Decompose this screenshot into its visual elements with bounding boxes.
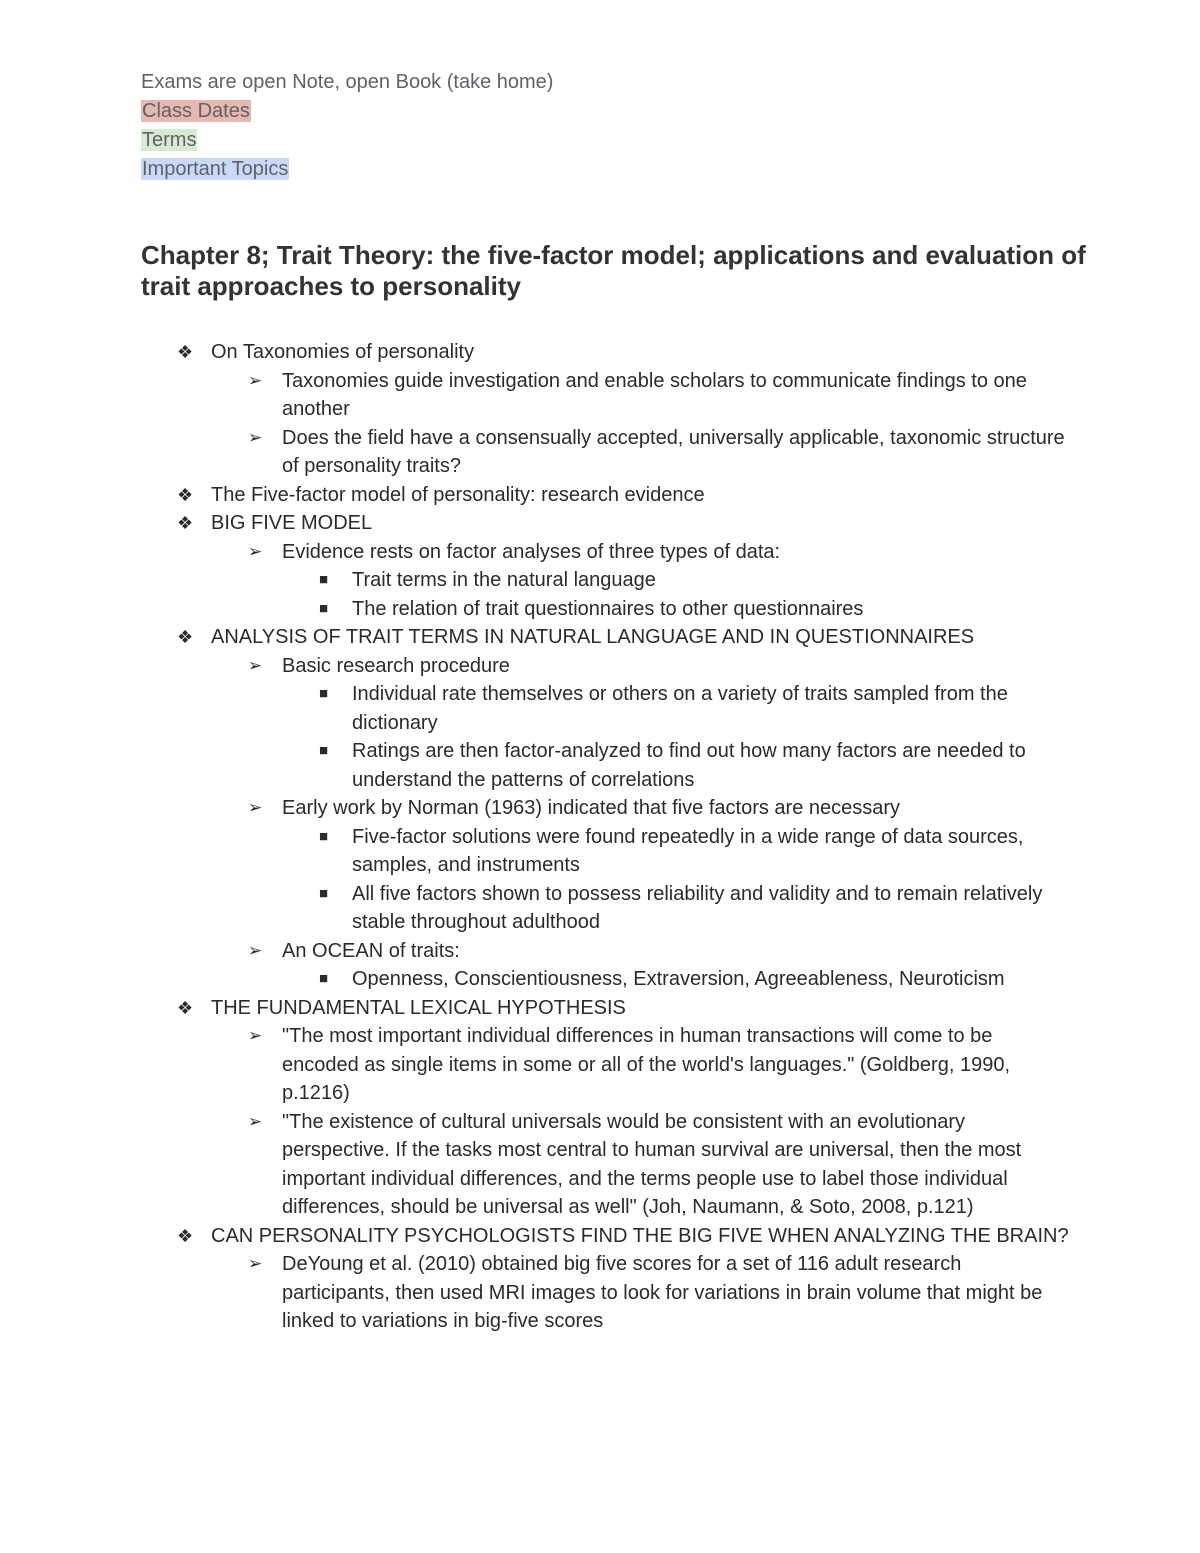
- bullet-icon: ❖: [177, 484, 194, 505]
- outline-item-level-2: [248, 937, 1072, 966]
- outline-item-level-2: [248, 538, 1072, 567]
- bullet-icon: ❖: [177, 627, 194, 647]
- outline-item-text: BIG FIVE MODEL: [211, 512, 373, 534]
- bullet-icon: ➢: [248, 798, 263, 817]
- bullet-icon: ➢: [248, 1026, 263, 1045]
- bullet-icon: ■: [319, 884, 329, 902]
- outline-item-text: THE FUNDAMENTAL LEXICAL HYPOTHESIS: [211, 996, 626, 1019]
- outline-item-text: Ratings are then factor-analyzed to find out how many factors are needed to understand the patterns of correlations: [352, 740, 1026, 791]
- outline-item-text: All five factors shown to possess reliability and validity and to remain relatively stable throughout adulthood: [352, 882, 1043, 933]
- outline-item-level-3: [319, 680, 1072, 737]
- outline-item-text: On Taxonomies of personality: [211, 341, 475, 363]
- outline-item-text: Individual rate themselves or others on a variety of traits sampled from the dictionary: [352, 683, 1008, 734]
- outline-item-level-3: [319, 965, 1072, 994]
- outline-item-text: Evidence rests on factor analyses of three types of data:: [282, 540, 781, 563]
- outline-item-level-1: [177, 481, 1071, 510]
- outline-item-text: Does the field have a consensually accepted, universally applicable, taxonomic structure of personality traits?: [282, 426, 1065, 477]
- outline-item-level-3: [319, 823, 1072, 880]
- outline-item-text: Early work by Norman (1963) indicated that five factors are necessary: [282, 797, 901, 819]
- outline-item-text: An OCEAN of traits:: [282, 939, 460, 962]
- outline-item-text: The relation of trait questionnaires to other questionnaires: [352, 597, 864, 620]
- notes-header: [141, 68, 553, 184]
- outline-item-level-3: [319, 566, 1072, 595]
- outline-item-text: Openness, Conscientiousness, Extraversion, Agreeableness, Neuroticism: [352, 968, 1005, 990]
- bullet-icon: ➢: [248, 655, 263, 675]
- outline-item-level-1: [177, 1222, 1071, 1251]
- bullet-icon: ❖: [177, 342, 194, 362]
- outline-item-text: Trait terms in the natural language: [352, 569, 656, 591]
- outline-item-text: DeYoung et al. (2010) obtained big five scores for a set of 116 adult research participants, then used MRI images to look for variations in brain volume that might be linked to variations in big-five scores: [282, 1253, 1043, 1332]
- outline-item-level-2: [248, 1022, 1072, 1108]
- outline-item-level-1: [177, 509, 1071, 538]
- outline-item-text: Taxonomies guide investigation and enable scholars to communicate findings to one another: [282, 369, 1027, 420]
- bullet-icon: ❖: [177, 513, 194, 533]
- outline-item-level-2: [248, 652, 1072, 681]
- outline-item-text: "The existence of cultural universals would be consistent with an evolutionary perspective. If the tasks most central to human survival are universal, then the most important individual differences, and the terms people use to label those individual differences, should be universal as well" (Joh, Naumann, & Soto, 2008, p.121): [282, 1110, 1022, 1218]
- outline-item-text: CAN PERSONALITY PSYCHOLOGISTS FIND THE BIG FIVE WHEN ANALYZING THE BRAIN?: [211, 1224, 1069, 1247]
- legend-class-dates: Class Dates: [142, 100, 250, 122]
- outline-item-level-2: [248, 424, 1072, 481]
- outline-list: [0, 338, 1200, 1336]
- bullet-icon: ■: [319, 685, 329, 702]
- legend-terms: Terms: [142, 129, 197, 151]
- outline-item-text: Basic research procedure: [282, 654, 510, 677]
- exam-note: Exams are open Note, open Book (take home): [141, 71, 554, 93]
- outline-item-text: Five-factor solutions were found repeatedly in a wide range of data sources, samples, and instruments: [352, 825, 1024, 876]
- outline-item-text: The Five-factor model of personality: research evidence: [211, 483, 705, 506]
- outline-item-level-3: [319, 595, 1072, 624]
- bullet-icon: ➢: [248, 1111, 263, 1131]
- legend-important-topics: Important Topics: [142, 158, 289, 180]
- outline-item-level-1: [177, 338, 1071, 367]
- bullet-icon: ■: [319, 827, 329, 845]
- bullet-icon: ■: [319, 571, 329, 588]
- outline-item-level-2: [248, 367, 1072, 424]
- bullet-icon: ➢: [248, 940, 263, 960]
- bullet-icon: ➢: [248, 427, 263, 447]
- bullet-icon: ➢: [248, 541, 263, 561]
- chapter-title: Chapter 8; Trait Theory: the five-factor model; applications and evaluation of trait approaches to personality: [141, 240, 1086, 301]
- bullet-icon: ■: [319, 970, 329, 987]
- outline-item-level-2: [248, 1108, 1072, 1222]
- outline-item-text: ANALYSIS OF TRAIT TERMS IN NATURAL LANGUAGE AND IN QUESTIONNAIRES: [211, 626, 975, 648]
- bullet-icon: ➢: [248, 370, 263, 390]
- bullet-icon: ■: [319, 599, 329, 617]
- outline-item-level-2: [248, 794, 1072, 823]
- bullet-icon: ❖: [177, 997, 194, 1018]
- bullet-icon: ■: [319, 742, 329, 759]
- outline-item-level-1: [177, 994, 1071, 1023]
- outline-item-level-3: [319, 880, 1072, 937]
- outline-item-text: "The most important individual differences in human transactions will come to be encoded as single items in some or all of the world's languages." (Goldberg, 1990, p.1216): [282, 1025, 1010, 1104]
- outline-item-level-3: [319, 737, 1072, 794]
- outline-item-level-2: [248, 1250, 1072, 1336]
- outline-item-level-1: [177, 623, 1071, 652]
- bullet-icon: ➢: [248, 1254, 263, 1273]
- bullet-icon: ❖: [177, 1225, 194, 1246]
